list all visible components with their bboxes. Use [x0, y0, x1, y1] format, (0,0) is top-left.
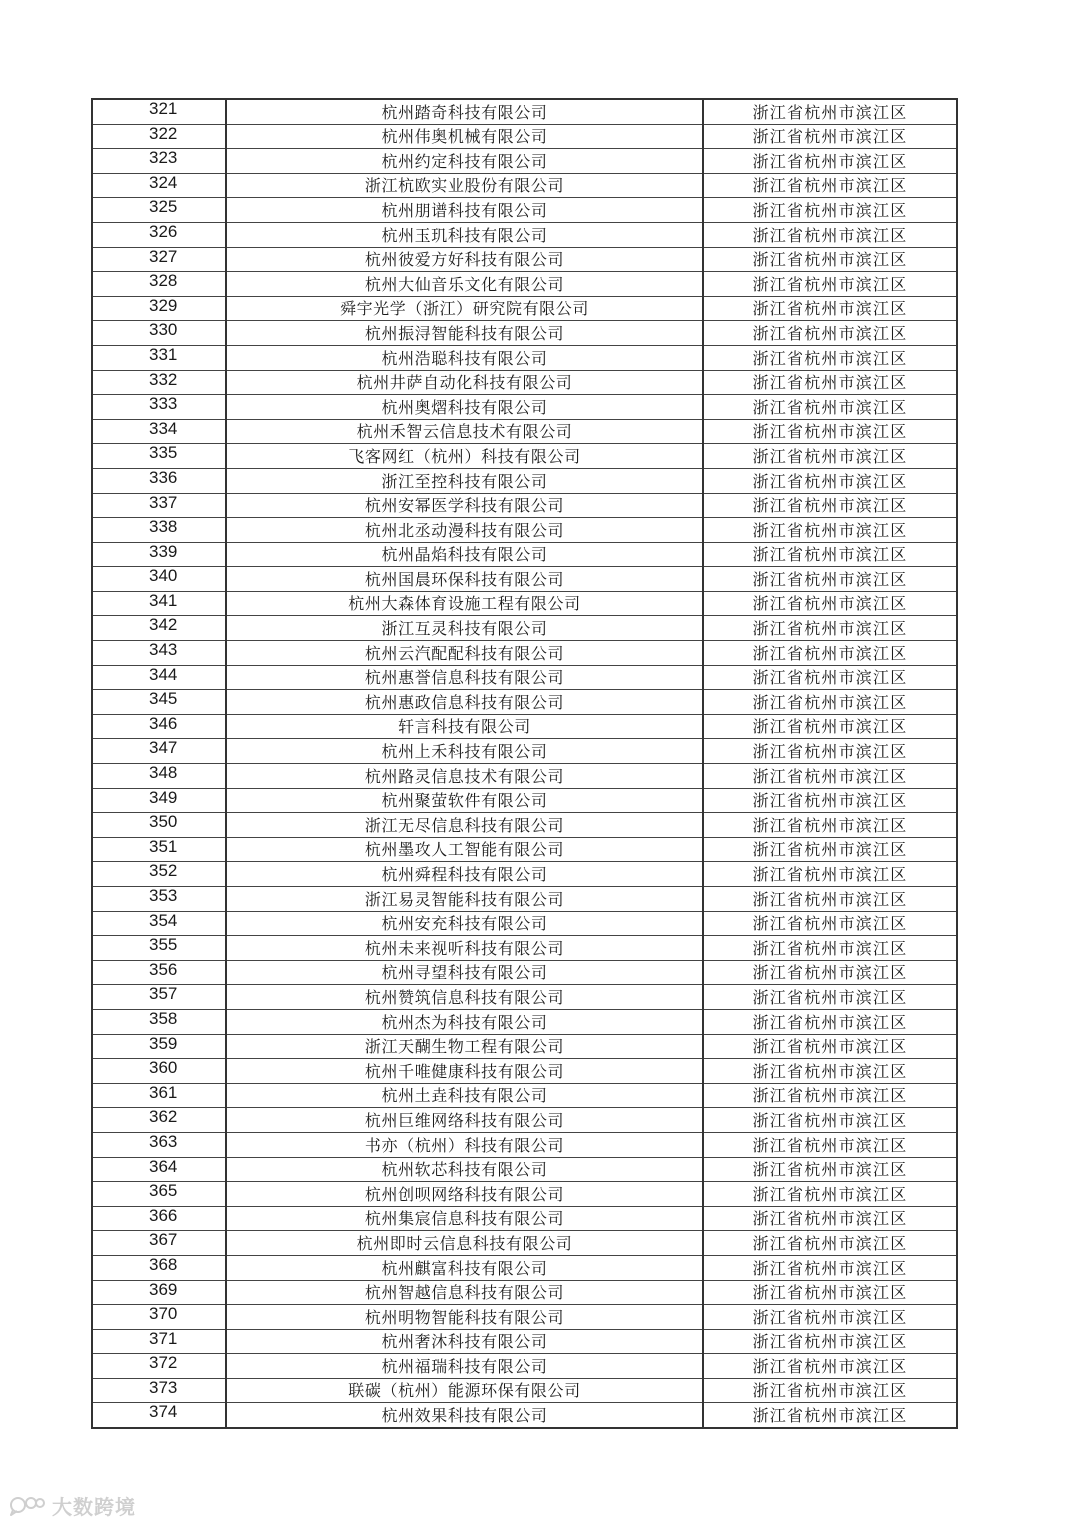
table-row [92, 1083, 957, 1108]
table-row [92, 542, 957, 567]
region-cell: 浙江省杭州市滨江区 [703, 1182, 957, 1207]
region-cell: 浙江省杭州市滨江区 [703, 567, 957, 592]
table-row [92, 665, 957, 690]
region-cell: 浙江省杭州市滨江区 [703, 616, 957, 641]
region-cell: 浙江省杭州市滨江区 [703, 1354, 957, 1379]
region-cell: 浙江省杭州市滨江区 [703, 296, 957, 321]
watermark-text: 大数跨境 [52, 1494, 136, 1519]
region-cell: 浙江省杭州市滨江区 [703, 665, 957, 690]
row-number: 354 [92, 911, 226, 936]
row-number: 340 [92, 567, 226, 592]
table-row [92, 370, 957, 395]
company-name: 浙江至控科技有限公司 [226, 468, 703, 493]
region-cell: 浙江省杭州市滨江区 [703, 247, 957, 272]
row-number: 353 [92, 887, 226, 912]
row-number: 341 [92, 591, 226, 616]
table-row [92, 1034, 957, 1059]
row-number: 368 [92, 1255, 226, 1280]
table-row [92, 1378, 957, 1403]
region-cell: 浙江省杭州市滨江区 [703, 370, 957, 395]
company-name: 杭州安充科技有限公司 [226, 911, 703, 936]
company-name: 杭州惠政信息科技有限公司 [226, 690, 703, 715]
company-name: 书亦（杭州）科技有限公司 [226, 1132, 703, 1157]
row-number: 358 [92, 1009, 226, 1034]
region-cell: 浙江省杭州市滨江区 [703, 960, 957, 985]
company-name: 杭州彼爱方好科技有限公司 [226, 247, 703, 272]
row-number: 343 [92, 641, 226, 666]
row-number: 371 [92, 1329, 226, 1354]
company-name: 杭州千唯健康科技有限公司 [226, 1059, 703, 1084]
company-name: 杭州振浔智能科技有限公司 [226, 321, 703, 346]
table-row [92, 714, 957, 739]
company-name: 舜宇光学（浙江）研究院有限公司 [226, 296, 703, 321]
table-row [92, 419, 957, 444]
table-row [92, 247, 957, 272]
company-name: 联碳（杭州）能源环保有限公司 [226, 1378, 703, 1403]
row-number: 365 [92, 1182, 226, 1207]
table-row [92, 1108, 957, 1133]
region-cell: 浙江省杭州市滨江区 [703, 936, 957, 961]
row-number: 349 [92, 788, 226, 813]
chat-bubble-logo-icon [10, 1494, 46, 1516]
row-number: 323 [92, 149, 226, 174]
region-cell: 浙江省杭州市滨江区 [703, 321, 957, 346]
row-number: 347 [92, 739, 226, 764]
company-name: 杭州大森体育设施工程有限公司 [226, 591, 703, 616]
company-name: 杭州集宸信息科技有限公司 [226, 1206, 703, 1231]
row-number: 351 [92, 837, 226, 862]
table-row [92, 1280, 957, 1305]
company-name: 杭州浩聪科技有限公司 [226, 345, 703, 370]
region-cell: 浙江省杭州市滨江区 [703, 1059, 957, 1084]
table-row [92, 616, 957, 641]
company-name: 杭州晶焰科技有限公司 [226, 542, 703, 567]
table-row [92, 1329, 957, 1354]
table-row [92, 124, 957, 149]
row-number: 333 [92, 395, 226, 420]
table-row [92, 518, 957, 543]
table-row [92, 1132, 957, 1157]
region-cell: 浙江省杭州市滨江区 [703, 272, 957, 297]
region-cell: 浙江省杭州市滨江区 [703, 764, 957, 789]
table-row [92, 468, 957, 493]
region-cell: 浙江省杭州市滨江区 [703, 124, 957, 149]
company-name: 杭州玉玑科技有限公司 [226, 222, 703, 247]
company-name: 杭州墨攻人工智能有限公司 [226, 837, 703, 862]
table-row [92, 936, 957, 961]
company-list-table [91, 98, 958, 1429]
company-name: 杭州智越信息科技有限公司 [226, 1280, 703, 1305]
region-cell: 浙江省杭州市滨江区 [703, 1206, 957, 1231]
row-number: 367 [92, 1231, 226, 1256]
region-cell: 浙江省杭州市滨江区 [703, 1231, 957, 1256]
table-row [92, 690, 957, 715]
row-number: 335 [92, 444, 226, 469]
row-number: 360 [92, 1059, 226, 1084]
region-cell: 浙江省杭州市滨江区 [703, 1280, 957, 1305]
row-number: 355 [92, 936, 226, 961]
region-cell: 浙江省杭州市滨江区 [703, 1305, 957, 1330]
row-number: 346 [92, 714, 226, 739]
table-row [92, 1157, 957, 1182]
table-row [92, 321, 957, 346]
table-row [92, 567, 957, 592]
region-cell: 浙江省杭州市滨江区 [703, 1132, 957, 1157]
row-number: 359 [92, 1034, 226, 1059]
table-row [92, 1182, 957, 1207]
table-row [92, 739, 957, 764]
row-number: 325 [92, 198, 226, 223]
row-number: 374 [92, 1403, 226, 1428]
table-row [92, 222, 957, 247]
company-name: 轩言科技有限公司 [226, 714, 703, 739]
company-name: 杭州朋谱科技有限公司 [226, 198, 703, 223]
region-cell: 浙江省杭州市滨江区 [703, 837, 957, 862]
company-name: 杭州伟奥机械有限公司 [226, 124, 703, 149]
region-cell: 浙江省杭州市滨江区 [703, 395, 957, 420]
company-name: 杭州井萨自动化科技有限公司 [226, 370, 703, 395]
company-name: 杭州奢沐科技有限公司 [226, 1329, 703, 1354]
row-number: 373 [92, 1378, 226, 1403]
table-row [92, 813, 957, 838]
table-row [92, 862, 957, 887]
company-name: 浙江杭欧实业股份有限公司 [226, 173, 703, 198]
row-number: 328 [92, 272, 226, 297]
company-name: 杭州创呗网络科技有限公司 [226, 1182, 703, 1207]
row-number: 361 [92, 1083, 226, 1108]
row-number: 363 [92, 1132, 226, 1157]
company-name: 杭州惠誉信息科技有限公司 [226, 665, 703, 690]
region-cell: 浙江省杭州市滨江区 [703, 1157, 957, 1182]
table-row [92, 1206, 957, 1231]
row-number: 326 [92, 222, 226, 247]
company-name: 杭州寻望科技有限公司 [226, 960, 703, 985]
company-name: 杭州舜程科技有限公司 [226, 862, 703, 887]
region-cell: 浙江省杭州市滨江区 [703, 468, 957, 493]
company-name: 杭州麒富科技有限公司 [226, 1255, 703, 1280]
company-name: 杭州云汽配配科技有限公司 [226, 641, 703, 666]
company-name: 杭州约定科技有限公司 [226, 149, 703, 174]
row-number: 370 [92, 1305, 226, 1330]
region-cell: 浙江省杭州市滨江区 [703, 198, 957, 223]
company-name: 浙江易灵智能科技有限公司 [226, 887, 703, 912]
region-cell: 浙江省杭州市滨江区 [703, 173, 957, 198]
company-name: 杭州效果科技有限公司 [226, 1403, 703, 1428]
company-name: 杭州即时云信息科技有限公司 [226, 1231, 703, 1256]
table-row [92, 345, 957, 370]
company-name: 杭州明物智能科技有限公司 [226, 1305, 703, 1330]
row-number: 357 [92, 985, 226, 1010]
company-name: 杭州土垚科技有限公司 [226, 1083, 703, 1108]
table-row [92, 1354, 957, 1379]
region-cell: 浙江省杭州市滨江区 [703, 887, 957, 912]
table-row [92, 1305, 957, 1330]
region-cell: 浙江省杭州市滨江区 [703, 345, 957, 370]
table-row [92, 960, 957, 985]
region-cell: 浙江省杭州市滨江区 [703, 1378, 957, 1403]
row-number: 339 [92, 542, 226, 567]
table-row [92, 149, 957, 174]
company-name: 飞客网红（杭州）科技有限公司 [226, 444, 703, 469]
region-cell: 浙江省杭州市滨江区 [703, 1403, 957, 1428]
table-row [92, 837, 957, 862]
row-number: 362 [92, 1108, 226, 1133]
company-name: 杭州奥熠科技有限公司 [226, 395, 703, 420]
region-cell: 浙江省杭州市滨江区 [703, 690, 957, 715]
company-name: 杭州北丞动漫科技有限公司 [226, 518, 703, 543]
table-row [92, 493, 957, 518]
company-name: 杭州赞筑信息科技有限公司 [226, 985, 703, 1010]
region-cell: 浙江省杭州市滨江区 [703, 444, 957, 469]
region-cell: 浙江省杭州市滨江区 [703, 985, 957, 1010]
row-number: 322 [92, 124, 226, 149]
company-name: 浙江天醐生物工程有限公司 [226, 1034, 703, 1059]
region-cell: 浙江省杭州市滨江区 [703, 493, 957, 518]
region-cell: 浙江省杭州市滨江区 [703, 714, 957, 739]
table-row [92, 641, 957, 666]
region-cell: 浙江省杭州市滨江区 [703, 911, 957, 936]
row-number: 331 [92, 345, 226, 370]
table-row [92, 591, 957, 616]
row-number: 321 [92, 99, 226, 124]
watermark [10, 1491, 136, 1519]
table-row [92, 788, 957, 813]
row-number: 372 [92, 1354, 226, 1379]
table-row [92, 985, 957, 1010]
row-number: 369 [92, 1280, 226, 1305]
row-number: 345 [92, 690, 226, 715]
table-row [92, 1059, 957, 1084]
row-number: 356 [92, 960, 226, 985]
company-name: 杭州聚萤软件有限公司 [226, 788, 703, 813]
table-row [92, 198, 957, 223]
row-number: 337 [92, 493, 226, 518]
region-cell: 浙江省杭州市滨江区 [703, 419, 957, 444]
company-name: 杭州巨维网络科技有限公司 [226, 1108, 703, 1133]
region-cell: 浙江省杭州市滨江区 [703, 149, 957, 174]
row-number: 350 [92, 813, 226, 838]
table-row [92, 911, 957, 936]
table-row [92, 1403, 957, 1428]
region-cell: 浙江省杭州市滨江区 [703, 641, 957, 666]
company-name: 浙江互灵科技有限公司 [226, 616, 703, 641]
company-name: 杭州福瑞科技有限公司 [226, 1354, 703, 1379]
company-name: 杭州路灵信息技术有限公司 [226, 764, 703, 789]
table-row [92, 1231, 957, 1256]
row-number: 330 [92, 321, 226, 346]
row-number: 332 [92, 370, 226, 395]
company-name: 杭州软芯科技有限公司 [226, 1157, 703, 1182]
company-name: 杭州上禾科技有限公司 [226, 739, 703, 764]
company-name: 浙江无尽信息科技有限公司 [226, 813, 703, 838]
table-row [92, 444, 957, 469]
company-name: 杭州杰为科技有限公司 [226, 1009, 703, 1034]
row-number: 352 [92, 862, 226, 887]
table-row [92, 887, 957, 912]
row-number: 327 [92, 247, 226, 272]
table-row [92, 1255, 957, 1280]
row-number: 342 [92, 616, 226, 641]
table-row [92, 272, 957, 297]
table-row [92, 296, 957, 321]
company-name: 杭州国晨环保科技有限公司 [226, 567, 703, 592]
row-number: 344 [92, 665, 226, 690]
table-row [92, 1009, 957, 1034]
region-cell: 浙江省杭州市滨江区 [703, 1034, 957, 1059]
company-name: 杭州禾智云信息技术有限公司 [226, 419, 703, 444]
company-name: 杭州安幂医学科技有限公司 [226, 493, 703, 518]
row-number: 348 [92, 764, 226, 789]
table-row [92, 395, 957, 420]
row-number: 366 [92, 1206, 226, 1231]
region-cell: 浙江省杭州市滨江区 [703, 1083, 957, 1108]
row-number: 329 [92, 296, 226, 321]
region-cell: 浙江省杭州市滨江区 [703, 813, 957, 838]
region-cell: 浙江省杭州市滨江区 [703, 591, 957, 616]
region-cell: 浙江省杭州市滨江区 [703, 518, 957, 543]
region-cell: 浙江省杭州市滨江区 [703, 542, 957, 567]
company-name: 杭州未来视听科技有限公司 [226, 936, 703, 961]
table-row [92, 764, 957, 789]
region-cell: 浙江省杭州市滨江区 [703, 1329, 957, 1354]
row-number: 364 [92, 1157, 226, 1182]
region-cell: 浙江省杭州市滨江区 [703, 222, 957, 247]
region-cell: 浙江省杭州市滨江区 [703, 1255, 957, 1280]
region-cell: 浙江省杭州市滨江区 [703, 788, 957, 813]
row-number: 336 [92, 468, 226, 493]
table-row [92, 99, 957, 124]
region-cell: 浙江省杭州市滨江区 [703, 1009, 957, 1034]
company-name: 杭州大仙音乐文化有限公司 [226, 272, 703, 297]
region-cell: 浙江省杭州市滨江区 [703, 862, 957, 887]
row-number: 334 [92, 419, 226, 444]
row-number: 338 [92, 518, 226, 543]
company-list-body [92, 99, 957, 1428]
company-name: 杭州踏奇科技有限公司 [226, 99, 703, 124]
table-row [92, 173, 957, 198]
region-cell: 浙江省杭州市滨江区 [703, 739, 957, 764]
region-cell: 浙江省杭州市滨江区 [703, 1108, 957, 1133]
region-cell: 浙江省杭州市滨江区 [703, 99, 957, 124]
row-number: 324 [92, 173, 226, 198]
